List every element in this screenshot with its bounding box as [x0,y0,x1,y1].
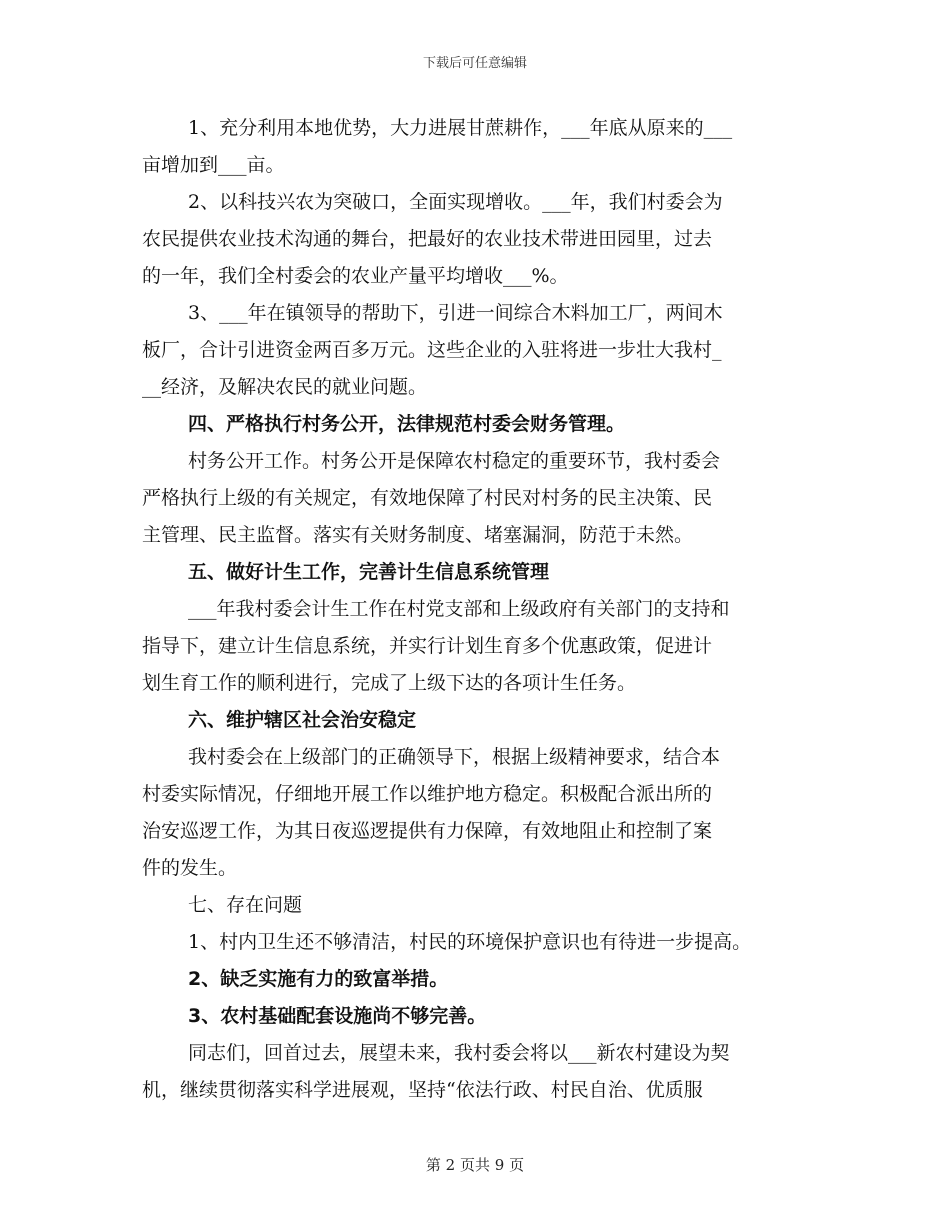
text-line: 3、农村基础配套设施尚不够完善。 [188,1005,487,1027]
text-line: 1、村内卫生还不够清洁，村民的环境保护意识也有待进一步提高。 [188,931,752,953]
text-line: __经济，及解决农民的就业问题。 [142,376,428,398]
text-line: 划生育工作的顺利进行，完成了上级下达的各项计生任务。 [142,672,637,694]
text-line: 的一年，我们全村委会的农业产量平均增收___%。 [142,265,569,287]
text-line: 指导下，建立计生信息系统，并实行计划生育多个优惠政策，促进计 [142,635,713,657]
page-footer: 第 2 页共 9 页 [425,1156,525,1174]
text-line: 严格执行上级的有关规定，有效地保障了村民对村务的民主决策、民 [142,487,713,509]
document-body [142,110,812,1109]
text-line: 板厂，合计引进资金两百多万元。这些企业的入驻将进一步壮大我村_ [142,339,722,361]
text-line: 农民提供农业技术沟通的舞台，把最好的农业技术带进田园里，过去 [142,228,713,250]
text-line: ___年我村委会计生工作在村党支部和上级政府有关部门的支持和 [188,598,730,620]
text-line: 治安巡逻工作，为其日夜巡逻提供有力保障，有效地阻止和控制了案 [142,820,713,842]
text-line: 五、做好计生工作，完善计生信息系统管理 [188,561,550,583]
page-header: 下载后可任意编辑 [422,56,527,71]
text-line: 亩增加到___亩。 [142,154,285,176]
text-line: 2、以科技兴农为突破口，全面实现增收。___年，我们村委会为 [188,191,723,213]
text-line: 我村委会在上级部门的正确领导下，根据上级精神要求，结合本 [188,746,721,768]
text-line: 七、存在问题 [188,894,303,916]
text-line: 村务公开工作。村务公开是保障农村稳定的重要环节，我村委会 [188,450,721,472]
text-line: 四、严格执行村务公开，法律规范村委会财务管理。 [188,413,626,435]
text-line: 主管理、民主监督。落实有关财务制度、堵塞漏洞，防范于未然。 [142,524,694,546]
text-line: 村委实际情况，仔细地开展工作以维护地方稳定。积极配合派出所的 [142,783,713,805]
text-line: 1、充分利用本地优势，大力进展甘蔗耕作，___年底从原来的___ [188,117,733,139]
text-line: 六、维护辖区社会治安稳定 [188,709,417,731]
text-line: 2、缺乏实施有力的致富举措。 [188,968,449,990]
text-line: 3、___年在镇领导的帮助下，引进一间综合木料加工厂，两间木 [188,302,723,324]
text-line: 机，继续贯彻落实科学进展观，坚持“依法行政、村民自治、优质服 [142,1079,703,1101]
text-line: 件的发生。 [142,857,238,879]
text-line: 同志们，回首过去，展望未来，我村委会将以___新农村建设为契 [188,1042,730,1064]
